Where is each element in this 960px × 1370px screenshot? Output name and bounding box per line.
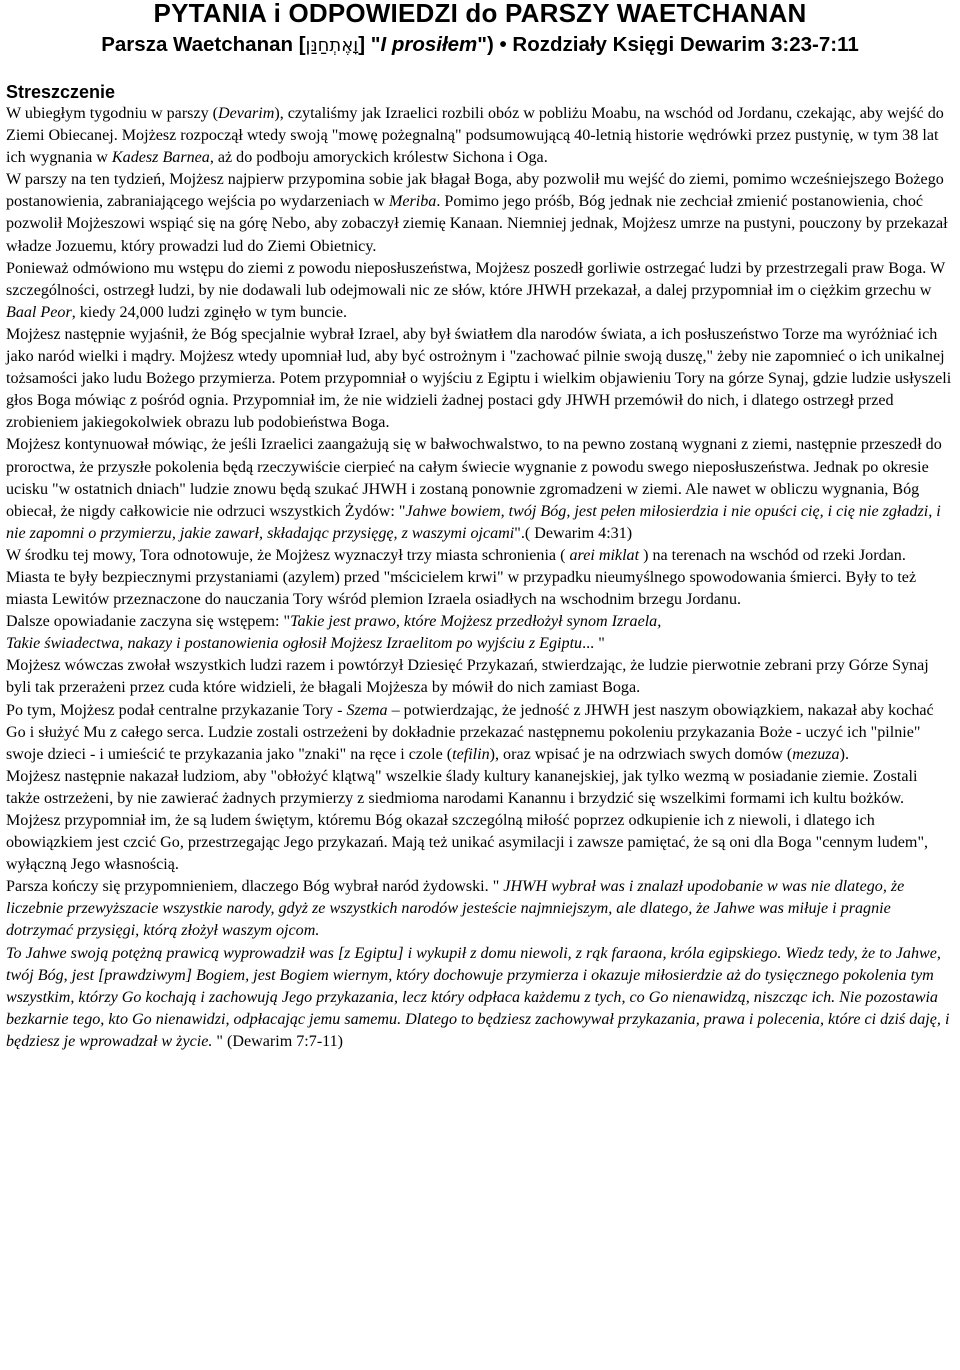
- paragraph: [6, 943, 952, 1053]
- paragraph-text: W parszy na ten tydzień, Mojżesz najpierw przypomina sobie jak błagał Boga, aby pozwolił mu wejść do ziemi, pomimo wcześniejszego Bożego postanowienia, zabraniającego wejścia po wydarzeniach w: [6, 171, 944, 211]
- subtitle-italic: I prosiłem: [380, 33, 478, 56]
- paragraph-text: Mojżesz następnie nakazał ludziom, aby "obłożyć klątwą" wszelkie ślady kultury kananejskiej, jak tylko wezmą w posiadanie ziemie. Zostali także ostrzeżeni, by nie zawierać żadnych przymierzy z siedmioma narodami Kanannu i brzydzić się wszelkimi formami ich kultu bożków. Mojżesz przypomniał im, że są ludem świętym, któremu Bóg okazał szczególną miłość poprzez odkupienie ich z niewoli, i dlatego ich obowiązkiem jest czcić Go, przestrzegając Jego przykazań. Mają też unikać asymilacji i zawsze pamiętać, że są oni dla Boga "cennym ludem", wyłączną Jego własnością.: [6, 767, 929, 874]
- paragraph-text: Parsza kończy się przypomnieniem, dlaczego Bóg wybrał naród żydowski. ": [6, 878, 504, 896]
- paragraph-text: . Pomimo jego próśb, Bóg jednak nie zechciał zmienić postanowienia, choć pozwolił Mojżeszowi wspiąć się na górę Nebo, aby zobaczył ziemię Kanaan. Niemniej jednak, Mojżesz umrze na pustyni, pouczony by przekazał władze Jozuemu, który prowadzi lud do Ziemi Obietnicy.: [6, 193, 948, 255]
- document-title: PYTANIA i ODPOWIEDZI do PARSZY WAETCHANAN: [153, 0, 807, 28]
- paragraph: [6, 258, 952, 324]
- paragraph-text: ".( Dewarim 4:31): [514, 524, 633, 542]
- paragraph-text: – potwierdzając, że jedność z JHWH jest naszym obowiązkiem, nakazał aby kochać Go i służyć Mu z całego serca. Ludzie zostali ostrzeżeni by dokładnie przekazać następnemu pokoleniu przykazania Boże - uczyć ich "pilnie" swoje dzieci - i umieścić te przykazania jako "znaki" na ręce i czole (: [6, 701, 934, 763]
- paragraph-text: Po tym, Mojżesz podał centralne przykazanie Tory -: [6, 701, 347, 719]
- italic-text: JHWH wybrał was i znalazł upodobanie w was nie dlatego, że liczebnie przewyższacie wszystkie narody, gdyż ze wszystkich narodów jesteście najmniejszym, ale dlatego, że Jahwe was miłuje i pragnie dotrzymać przysięgi, którą złożył waszym ojcom.: [6, 878, 905, 940]
- paragraph: [6, 655, 952, 699]
- paragraph-text: Mojżesz wówczas zwołał wszystkich ludzi razem i powtórzył Dziesięć Przykazań, stwierdzając, że ludzie pierwotnie zebrani przy Górze Synaj byli tak przerażeni przez cuda które widzieli, że błagali Mojżesza by mówił do nich zamiast Boga.: [6, 657, 929, 697]
- paragraph-text: ), czytaliśmy jak Izraelici rozbili obóz w pobliżu Moabu, na wschód od Jordanu, czekając, aby wejść do Ziemi Obiecanej. Mojżesz rozpoczął wtedy swoją "mowę pożegnalną" podsumowującą 40-letnią historie wędrówki przez pustynię, w tym 38 lat ich wygnania w: [6, 105, 944, 167]
- italic-text: Jahwe bowiem, twój Bóg, jest pełen miłosierdzia i nie opuści cię, i cię nie zgładzi, i nie zapomni o przymierzu, jakie zawarł, składając przysięgę, z waszymi ojcami: [6, 502, 941, 542]
- italic-text: mezuza: [792, 745, 840, 763]
- subtitle-hebrew: וָאֶתְחַנַּן: [305, 35, 359, 56]
- paragraph-text: , kiedy 24,000 ludzi zginęło w tym buncie.: [71, 303, 348, 321]
- paragraph-text: ... ": [582, 635, 605, 653]
- paragraph: [6, 169, 952, 257]
- paragraph-text: ), oraz wpisać je na odrzwiach swych domów (: [489, 745, 793, 763]
- italic-text: Meriba: [388, 193, 437, 211]
- paragraph-text: Ponieważ odmówiono mu wstępu do ziemi z powodu nieposłuszeństwa, Mojżesz poszedł gorliwie ostrzegać ludzi by przestrzegali praw Boga. W szczególności, ostrzegł ludzi, by nie dodawali lub odejmowali nic ze słów, które JHWH przekazał, a dalej przypomniał im o ciężkim grzechu w: [6, 259, 945, 299]
- subtitle-prefix: Parsza Waetchanan [: [101, 33, 306, 56]
- paragraph-text: ) na terenach na wschód od rzeki Jordan. Miasta te były bezpiecznymi przystaniami (azylem) przed "mścicielem krwi" w przypadku nieumyślnego spowodowania śmierci. Były to też miasta Lewitów przeznaczone do nauczania Tory wśród plemion Izraela osiadłych na wschodnim brzegu Jordanu.: [6, 546, 917, 609]
- paragraph: [6, 700, 952, 766]
- paragraph: [6, 611, 952, 633]
- paragraph: [6, 766, 952, 876]
- paragraph: [6, 103, 952, 169]
- italic-text: tefilin: [452, 745, 490, 763]
- paragraph: [6, 324, 952, 434]
- italic-text: Takie jest prawo, które Mojżesz przedłożył synom Izraela,: [290, 613, 662, 631]
- paragraph: [6, 545, 952, 611]
- paragraph-text: , aż do podboju amoryckich królestw Sichona i Oga.: [209, 149, 548, 167]
- paragraph: [6, 876, 952, 942]
- subtitle-suffix: ") • Rozdziały Księgi Dewarim 3:23-7:11: [477, 33, 859, 56]
- paragraph: [6, 633, 952, 655]
- italic-text: Devarim: [218, 105, 275, 122]
- subtitle-middle: ] ": [358, 33, 381, 56]
- document-subtitle: [0, 32, 960, 59]
- paragraph-text: Mojżesz następnie wyjaśnił, że Bóg specjalnie wybrał Izrael, aby był światłem dla narodów świata, a ich posłuszeństwo Torze ma wyróżniać ich jako naród wielki i mądry. Mojżesz wtedy upomniał lud, aby być ostrożnym i "zachować pilnie swoją duszę," żeby nie zapomnieć o ich unikalnej tożsamości jako ludu Bożego przymierza. Potem przypomniał o wyjściu z Egiptu i wielkim objawieniu Tory na górze Synaj, gdzie ludzie usłyszeli głos Boga mówiąc z pośród ognia. Przypomniał im, że nie widzieli żadnej postaci gdy JHWH przemówił do nich, i dlatego ostrzegł przed zrobieniem jakiegokolwiek obrazu lub podobieństwa Boga.: [6, 325, 952, 432]
- italic-text: Baal Peor: [6, 303, 72, 321]
- italic-text: Kadesz Barnea: [111, 149, 210, 167]
- paragraph-text: " (Dewarim 7:7-11): [212, 1032, 344, 1050]
- italic-text: Szema: [346, 701, 388, 719]
- paragraph-text: W środku tej mowy, Tora odnotowuje, że Mojżesz wyznaczył trzy miasta schronienia (: [6, 546, 570, 564]
- document-body: [6, 103, 952, 1053]
- italic-text: To Jahwe swoją potężną prawicą wyprowadził was [z Egiptu] i wykupił z domu niewoli, z rąk faraona, króla egipskiego. Wiedz tedy, że to Jahwe, twój Bóg, jest [prawdziwym] Bogiem, jest Bogiem wiernym, który dochowuje przymierza i okazuje miłosierdzie aż do tysięcznego pokolenia tym wszystkim, którzy Go kochają i zachowują Jego przykazania, lecz który odpłaca każdemu z tych, co Go nienawidzą, niszcząc ich. Nie pozostawia bezkarnie tego, kto Go nienawidzi, odpłacając jemu samemu. Dlatego to będziesz zachowywał przykazania, prawa i polecenia, które ci dziś daję, i będziesz je wprowadzał w życie.: [6, 944, 950, 1050]
- paragraph-text: ).: [839, 745, 849, 763]
- paragraph-text: Dalsze opowiadanie zaczyna się wstępem: ": [6, 613, 291, 631]
- paragraph: [6, 434, 952, 544]
- section-heading: Streszczenie: [6, 82, 116, 102]
- paragraph-text: Mojżesz kontynuował mówiąc, że jeśli Izraelici zaangażują się w bałwochwalstwo, to na pewno zostaną wygnani z ziemi, następnie przeszedł do proroctwa, że przyszłe pokolenia będą rzeczywiście cierpieć na całym świecie wygnanie z powodu swego nieposłuszeństwa. Jednak po okresie ucisku "w ostatnich dniach" ludzie znowu będą szukać JHWH i zostaną ponownie zgromadzeni w ziemi. Ale nawet w obliczu wygnania, Bóg obiecał, że nigdy całkowicie nie odrzuci wszystkich Żydów: ": [6, 436, 942, 520]
- italic-text: arei miklat: [569, 546, 640, 564]
- paragraph-text: W ubiegłym tygodniu w parszy (: [6, 105, 219, 122]
- italic-text: Takie świadectwa, nakazy i postanowienia ogłosił Mojżesz Izraelitom po wyjściu z Egiptu: [6, 635, 583, 653]
